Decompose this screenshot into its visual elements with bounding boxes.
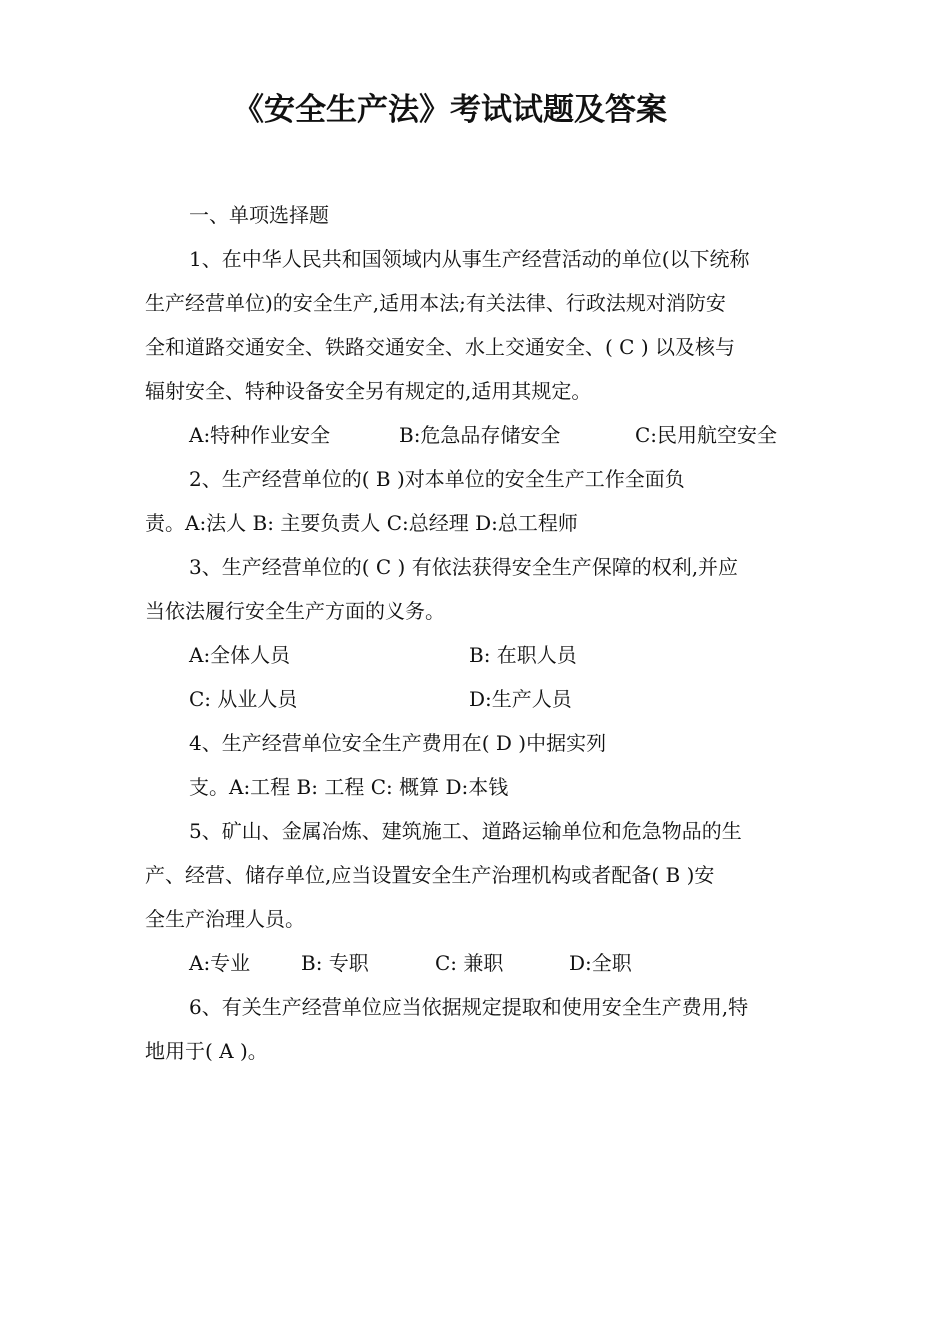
question-6-line-2: 地用于( A )。	[145, 1039, 268, 1063]
question-5-option-b: B: 专职	[301, 951, 369, 975]
question-1-option-c: C:民用航空安全	[635, 423, 778, 447]
question-1-option-a: A:特种作业安全	[189, 423, 331, 447]
question-6-line-1: 6、有关生产经营单位应当依据规定提取和使用安全生产费用,特	[189, 995, 749, 1019]
question-3-option-d: D:生产人员	[469, 687, 572, 711]
question-3-option-c: C: 从业人员	[189, 687, 298, 711]
question-1-line-2: 生产经营单位)的安全生产,适用本法;有关法律、行政法规对消防安	[145, 291, 726, 315]
section-heading: 一、单项选择题	[189, 203, 329, 227]
question-4-line-2: 支。A:工程 B: 工程 C: 概算 D:本钱	[189, 775, 509, 799]
question-2-line-1: 2、生产经营单位的( B )对本单位的安全生产工作全面负	[189, 467, 685, 491]
question-5-options	[145, 941, 810, 985]
question-5-option-c: C: 兼职	[435, 951, 504, 975]
question-5-line-1: 5、矿山、金属冶炼、建筑施工、道路运输单位和危急物品的生	[189, 819, 742, 843]
question-3-line-1: 3、生产经营单位的( C ) 有依法获得安全生产保障的权利,并应	[189, 555, 739, 579]
question-5-line-2: 产、经营、储存单位,应当设置安全生产治理机构或者配备( B )安	[145, 863, 715, 887]
document-body	[145, 193, 810, 1073]
question-3-line-2: 当依法履行安全生产方面的义务。	[145, 599, 445, 623]
question-3-option-b: B: 在职人员	[469, 643, 577, 667]
question-1-line-1: 1、在中华人民共和国领域内从事生产经营活动的单位(以下统称	[189, 247, 750, 271]
question-5-option-a: A:专业	[189, 951, 251, 975]
question-5-line-3: 全生产治理人员。	[145, 907, 305, 931]
question-3-options-row-1	[145, 633, 810, 677]
question-1-line-4: 辐射安全、特种设备安全另有规定的,适用其规定。	[145, 379, 592, 403]
question-3-options-row-2	[145, 677, 810, 721]
question-1-options	[145, 413, 810, 457]
question-1-line-3: 全和道路交通安全、铁路交通安全、水上交通安全、( C ) 以及核与	[145, 335, 735, 359]
question-3-option-a: A:全体人员	[189, 643, 291, 667]
question-1-option-b: B:危急品存储安全	[399, 423, 561, 447]
question-2-line-2: 责。A:法人 B: 主要负责人 C:总经理 D:总工程师	[145, 511, 578, 535]
question-5-option-d: D:全职	[569, 951, 632, 975]
question-4-line-1: 4、生产经营单位安全生产费用在( D )中据实列	[189, 731, 607, 755]
document-title: 《安全生产法》考试试题及答案	[233, 92, 667, 128]
